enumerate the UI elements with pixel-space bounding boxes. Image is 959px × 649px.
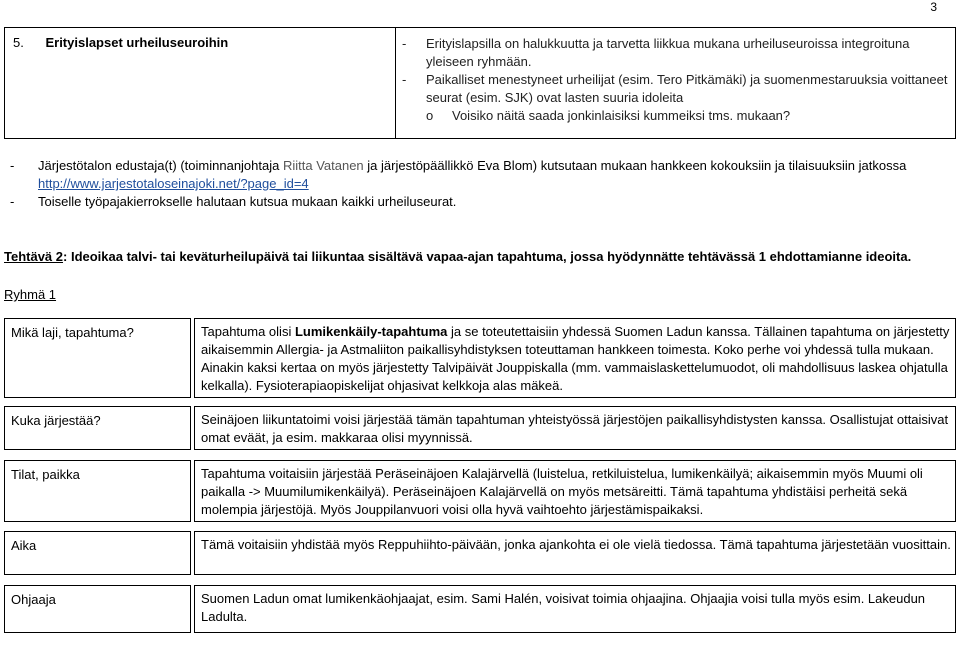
table-row (4, 318, 956, 398)
note-after: ja järjestöpäällikkö Eva Blom) kutsutaan mukaan hankkeen kokouksiin ja tilaisuuksiin jatkossa (363, 158, 907, 173)
list-item (402, 71, 952, 107)
bullet-text: Paikalliset menestyneet urheilijat (esim. Tero Pitkämäki) ja suomenmestaruuksia voittaneet seurat (esim. SJK) ovat lasten suuria idoleita (426, 72, 948, 105)
row-label: Kuka järjestää? (11, 413, 101, 428)
row-text-rest: ja se toteutettaisiin yhdessä Suomen Ladun kanssa. Tällainen tapahtuma on järjestetty aikaisemmin Allergia- ja Astmaliiton paikallisyhdistyksen toteuttaman hankkeen toimesta. Koko perhe voi yhdessä tulla mukaan. Ainakin kaksi kertaa on myös järjestetty Talvipäivät Jouppiskalla (mm. vammaislaskettelumuodot, oli mahdollisuus laskea ohjatulla kelkalla). Fysioterapiaopiskelijat ohjasivat kelkkoja alas mäkeä. (201, 324, 950, 393)
bullet-text: Erityislapsilla on halukkuutta ja tarvetta liikkua mukana urheiluseuroissa integroituna yleiseen ryhmään. (426, 36, 910, 69)
row-label: Mikä laji, tapahtuma? (11, 325, 134, 340)
table-row (4, 406, 956, 450)
group-heading: Ryhmä 1 (4, 287, 57, 302)
note-before: Järjestötalon edustaja(t) (toiminnanjohtaja (38, 158, 283, 173)
table-row (4, 460, 956, 522)
row-text-pre: Tapahtuma olisi (201, 324, 295, 339)
row-content-cell (194, 406, 956, 450)
section-title: Erityislapset urheiluseuroihin (45, 35, 229, 50)
table-divider (395, 28, 396, 138)
section-bullets (402, 35, 952, 125)
association-link[interactable]: http://www.jarjestotaloseinajoki.net/?page_id=4 (38, 176, 309, 191)
row-text: Suomen Ladun omat lumikenkäohjaajat, esim. Sami Halén, voisivat toimia ohjaajina. Ohjaajia voisi tulla myös esim. Lakeudun Ladulta. (201, 591, 926, 624)
row-text: Tapahtuma voitaisiin järjestää Peräseinäjoen Kalajärvellä (luistelua, retkiluistelua, lumikenkäilyä; aikaisemmin myös Muumi oli paikalla -> Muumilumikenkäilyä). Peräseinäjoen Kalajärvellä on myös metsäreitti. Tämä tapahtuma yhdistäisi perheitä sekä molempia järjestöjä. Myös Jouppilanvuori voisi olla hyvä vaihtoehto järjestämispaikaksi. (201, 466, 923, 517)
table-row (4, 585, 956, 633)
row-text (201, 323, 951, 395)
note-text (38, 157, 940, 193)
row-label: Tilat, paikka (11, 467, 80, 482)
section-heading (13, 35, 228, 50)
sub-list-item (402, 107, 952, 125)
row-text: Seinäjoen liikuntatoimi voisi järjestää tämän tapahtuman yhteistyössä järjestöjen paikallisyhdistysten kanssa. Osallistujat ottaisivat omat eväät, ja esim. makkaraa olisi myynnissä. (201, 412, 949, 445)
task-label: Tehtävä 2 (4, 249, 64, 264)
row-label-cell (4, 585, 191, 633)
sub-bullet-marker: o (426, 108, 434, 123)
task-text: : Ideoikaa talvi- tai keväturheilupäivä tai liikuntaa sisältävä vapaa-ajan tapahtuma, jossa hyödynnätte tehtävässä 1 ehdottamianne ideoita. (63, 249, 912, 264)
list-item (402, 35, 952, 71)
page-number: 3 (930, 0, 937, 14)
row-label: Aika (11, 538, 37, 553)
row-label: Ohjaaja (11, 592, 56, 607)
row-text: Tämä voitaisiin yhdistää myös Reppuhiihto-päivään, jonka ajankohta ei ole vielä tiedossa. Tämä tapahtuma järjestetään vuosittain. (201, 537, 951, 552)
row-content-cell (194, 585, 956, 633)
row-label-cell (4, 406, 191, 450)
row-content-cell (194, 531, 956, 575)
notes-list (10, 157, 940, 211)
list-item (10, 193, 940, 211)
section-number: 5. (13, 35, 24, 50)
event-name: Lumikenkäily-tapahtuma (294, 324, 448, 339)
task-heading (4, 249, 911, 264)
row-content-cell (194, 318, 956, 398)
note-text: Toiselle työpajakierrokselle halutaan kutsua mukaan kaikki urheiluseurat. (38, 194, 457, 209)
bullet-dash: - (10, 194, 15, 209)
section-table (4, 27, 956, 139)
row-label-cell (4, 460, 191, 522)
row-label-cell (4, 318, 191, 398)
row-label-cell (4, 531, 191, 575)
table-row (4, 531, 956, 575)
row-content-cell (194, 460, 956, 522)
sub-bullet-text: Voisiko näitä saada jonkinlaisiksi kummeiksi tms. mukaan? (452, 108, 791, 123)
list-item (10, 157, 940, 193)
bullet-dash: - (402, 36, 407, 51)
bullet-dash: - (402, 72, 407, 87)
person-name: Riitta Vatanen (282, 158, 364, 173)
bullet-dash: - (10, 158, 15, 173)
